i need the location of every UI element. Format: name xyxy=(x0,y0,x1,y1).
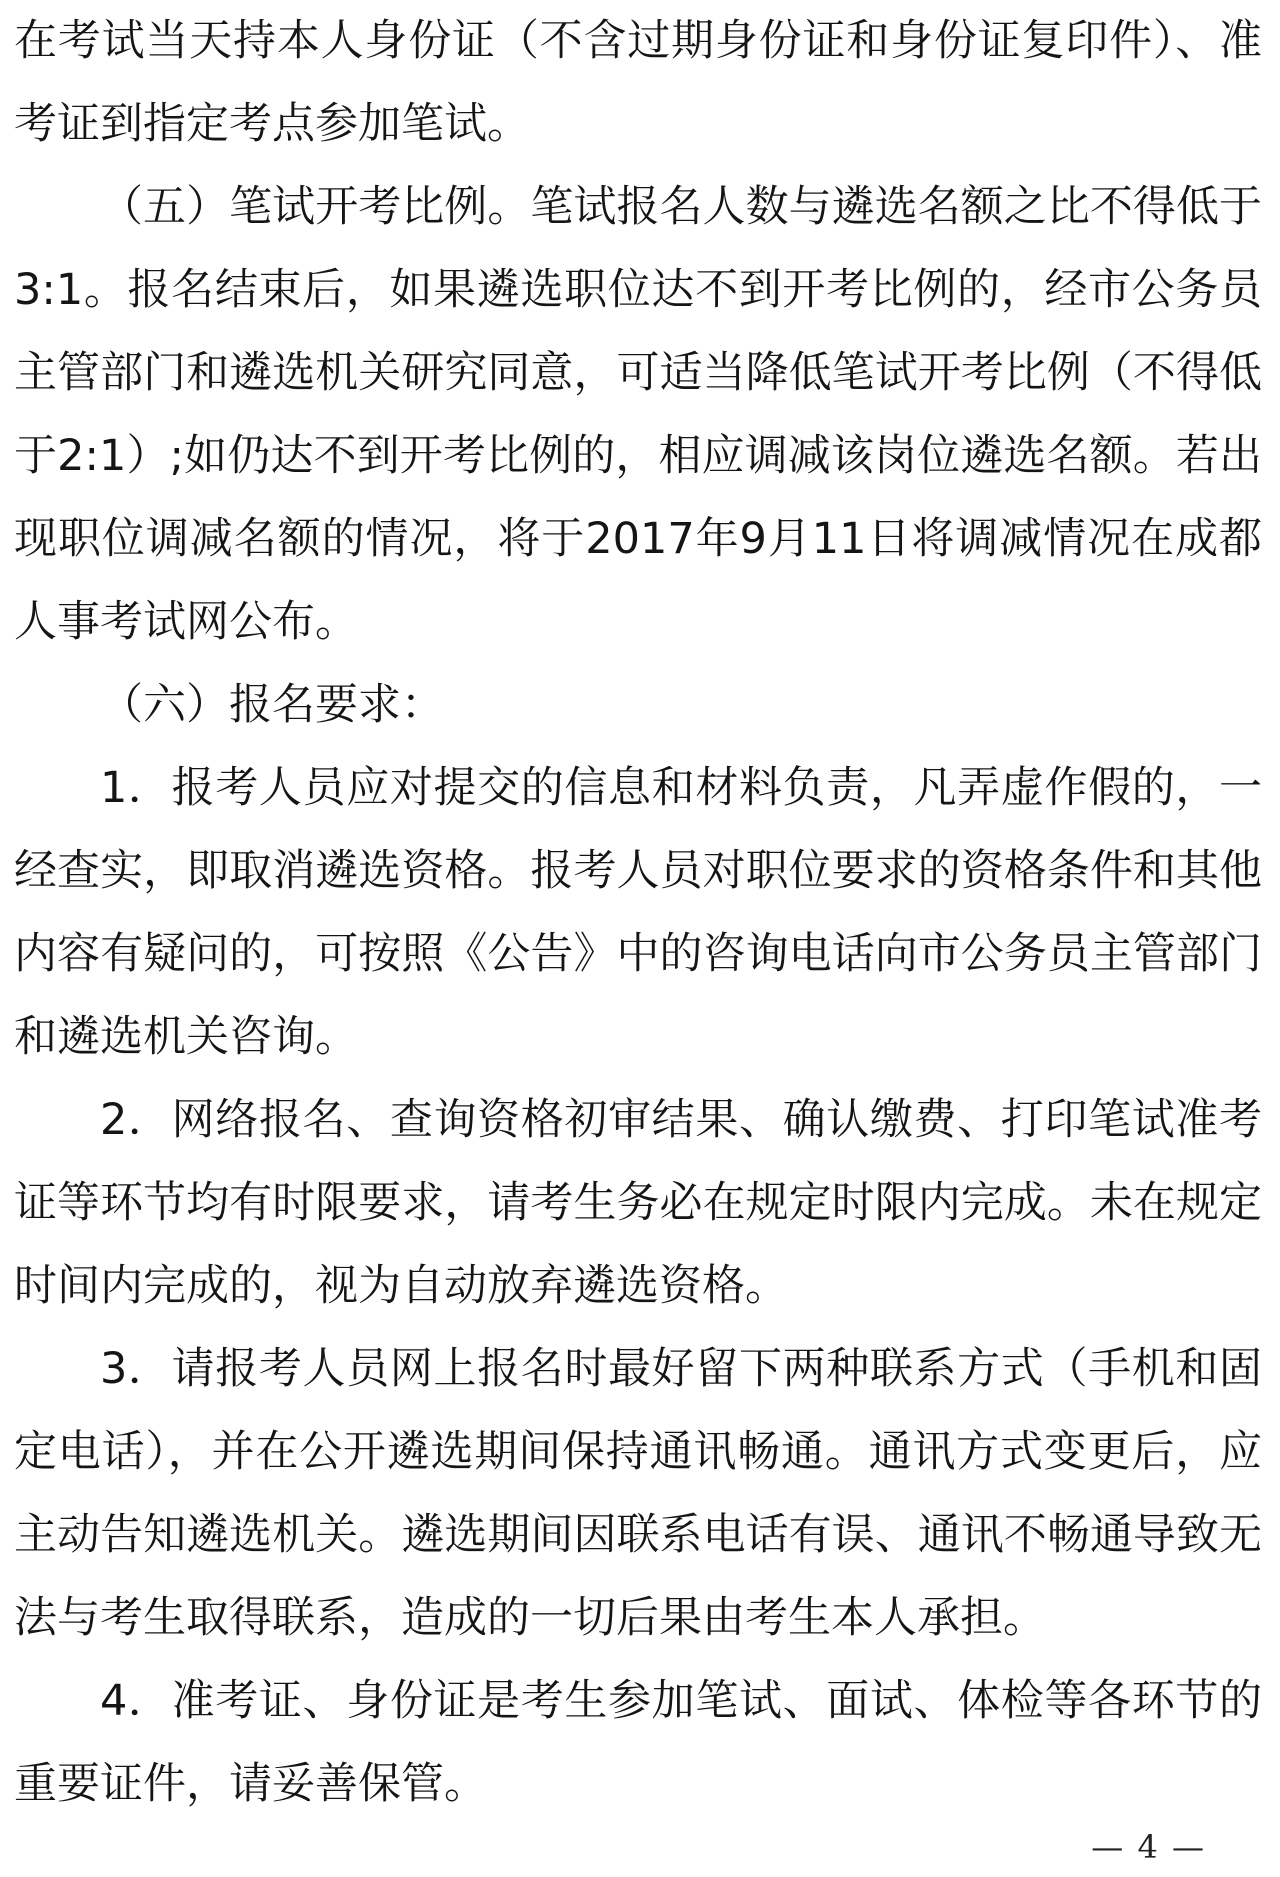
requirement-item-4: 4．准考证、身份证是考生参加笔试、面试、体检等各环节的重要证件，请妥善保管。 xyxy=(14,1676,1262,1809)
paragraph-written-exam-ratio: （五）笔试开考比例。笔试报名人数与遴选名额之比不得低于3:1。报名结束后，如果遴选职位达不到开考比例的，经市公务员主管部门和遴选机关研究同意，可适当降低笔试开考比例（不得低于2:1）;如仍达不到开考比例的，相应调减该岗位遴选名额。若出现职位调减名额的情况，将于2017年9月11日将调减情况在成都人事考试网公布。 xyxy=(14,182,1262,647)
requirement-item-2: 2．网络报名、查询资格初审结果、确认缴费、打印笔试准考证等环节均有时限要求，请考生务必在规定时限内完成。未在规定时间内完成的，视为自动放弃遴选资格。 xyxy=(14,1095,1262,1311)
section-heading-registration-requirements: （六）报名要求： xyxy=(100,680,444,730)
page-number: — 4 — xyxy=(1091,1828,1206,1866)
requirement-item-1: 1．报考人员应对提交的信息和材料负责，凡弄虚作假的，一经查实，即取消遴选资格。报考人员对职位要求的资格条件和其他内容有疑问的，可按照《公告》中的咨询电话向市公务员主管部门和遴选机关咨询。 xyxy=(14,763,1262,1062)
document-body xyxy=(14,0,1262,1826)
requirement-item-3: 3．请报考人员网上报名时最好留下两种联系方式（手机和固定电话），并在公开遴选期间保持通讯畅通。通讯方式变更后，应主动告知遴选机关。遴选期间因联系电话有误、通讯不畅通导致无法与考生取得联系，造成的一切后果由考生本人承担。 xyxy=(14,1344,1262,1643)
paragraph-continuation: 在考试当天持本人身份证（不含过期身份证和身份证复印件）、准考证到指定考点参加笔试。 xyxy=(14,16,1262,149)
